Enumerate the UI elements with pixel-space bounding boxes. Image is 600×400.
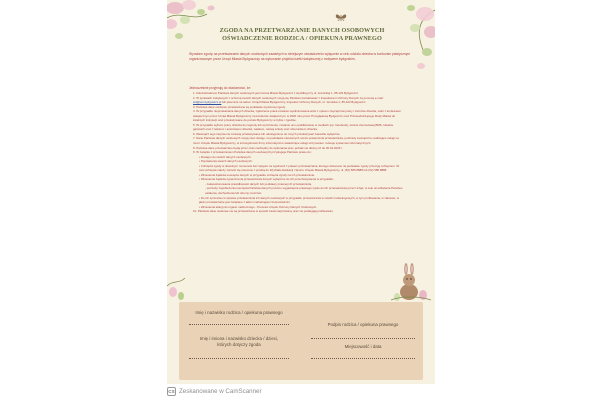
- signature-form-box: [179, 302, 423, 380]
- parent-name-line[interactable]: [189, 324, 289, 325]
- consent-heading: Jednocześnie przyjmuję do wiadomości, że:: [189, 86, 252, 90]
- email-link[interactable]: iod@um.bydgoszcz.pl: [193, 100, 222, 105]
- list-item: • Wniesienia skargi do organu nadzorczego - Prezesa Urzędu Ochrony Danych Osobowych.: [199, 204, 317, 209]
- list-item: 7. Dane Państwa danych osobowych mogą mieć dostęp, na podstawie stosownych umów powierzenia przetwarzania, podmioty zewnętrzne realizujące usługi na rzecz Urzędu Miasta Bydgoszczy, w szczególności firmy informatyczne świadczące usługi utrzymania i rozwoju systemów informatycznych.: [193, 136, 399, 146]
- parent-name-label: Imię i nazwisko rodzica / opiekuna prawnego: [195, 310, 283, 315]
- list-item: • Do ich sprzeciwu w sprawie przetwarzania ich danych osobowych w przypadku przetwarzania w celach marketingowych, w tym profilowania, w zakresie, w jakim przetwarzanie jest związane z takim marketingiem bezpośrednim.: [199, 195, 399, 205]
- child-name-label-line-1: Imię i imiona i nazwisko dziecka / dzieci,: [199, 336, 279, 341]
- list-item: • Cofnięcia zgody w dowolnym momencie bez wpływu na zgodność z prawem przetwarzania, którego dokonano na podstawie zgody przed jej cofnięciem. W celu cofnięcia należy zwrócić się pisemnie z prośbą do Wydziału Edukacji i Sportu Urzędu Miasta Bydgoszczy, ul. (52) 585 8888 lub (52) 585 8888.: [199, 163, 400, 173]
- camscanner-logo-icon: CS: [168, 388, 175, 394]
- title-line-2: OŚWIADCZENIE RODZICA / OPIEKUNA PRAWNEGO: [222, 35, 382, 42]
- consent-points-list: [193, 91, 405, 214]
- list-item: • Wniesienia żądania usunięcia danych w przypadku cofnięcia zgody na ich przetwarzanie.: [199, 172, 315, 177]
- list-item-text: 2. W sprawach związanych z ochroną swoich danych osobowych mogą się Państwo kontaktować z Inspektorem Ochrony Danych za pomocą e-mail:: [193, 95, 384, 100]
- list-item-text: lub pisemnie na adres: Urząd Miasta Bydgoszczy, Inspektor Ochrony Danych, ul. Jezuicka 1, 85-102 Bydgoszcz.: [222, 100, 367, 105]
- list-item: 4. W przypadku nieprzekazania danych dziecka, zgłoszenie praca zostanie wyeliminowana wraz z opisem zwycięzców pracy i zwrotnie dziecka, wraz z konkursem świątecznym przez Urząd Miasta Bydgoszczy na konkursie świątecznym w 2026 roku przez Przeglądową Bydgoszcz oraz Przewodniczącego Rady Miasta do lokalnych instytucji oraz przekazywane do portalu Bydgoszczy w trybie i zgodnie.: [193, 109, 402, 123]
- list-item: • Wniesienia żądania ograniczenia przetwarzania danych wyłącznie do ich przechowywania w przypadku:: [199, 177, 334, 182]
- child-name-label-line-2: których dotyczy zgoda: [217, 342, 261, 347]
- camscanner-text: Zeskanowane w CamScanner: [179, 387, 262, 395]
- place-date-line[interactable]: [311, 358, 415, 359]
- child-name-line[interactable]: [189, 358, 289, 359]
- camscanner-footer: [167, 386, 262, 396]
- list-item: 5. W przypadku wyboru pracy dziecka do nagrody lub wyróżnienia, zostanie ono opublikowane w mediach (np. facebook), stronie internetowej BMK, lokalnie gazetach oraz z tekstem i autorstwem dziecka, wiekiem, nazwą szkoły oraz wizerunkiem dziecka.: [193, 122, 394, 132]
- list-item: • Dostępu do swoich danych osobowych.: [199, 154, 252, 159]
- title-line-1: ZGODA NA PRZETWARZANIE DANYCH OSOBOWYCH: [219, 27, 385, 34]
- list-item: 6. Wewnątrz tego stopnia nie zostaną przekazywane lub udostępnione do innych przekazywać zasadzie wyłącznie.: [193, 131, 341, 136]
- document-title: [207, 27, 397, 43]
- list-item: 3. Państwa dane osobowe przetwarzane są podstawie wyrażonej zgody.: [193, 104, 286, 109]
- child-name-label: [189, 336, 289, 348]
- signature-line[interactable]: [311, 338, 415, 339]
- list-item: 1. Administratorem Państwa danych osobowych jest Gmina Miasto Bydgoszcz z siedzibą przy ul. Jezuickiej 1, 85-102 Bydgoszcz.: [193, 91, 359, 95]
- easter-eggs-decoration: [167, 258, 189, 302]
- list-item: 9. W związku z przetwarzaniem Państwa danych osobowych przysługuje Państwu prawo do:: [193, 150, 312, 155]
- list-item: [193, 96, 405, 105]
- document-page: [167, 0, 435, 384]
- easter-bunny-decoration: [391, 262, 431, 302]
- list-item: 8. Państwa dane przetwarzane będą przez czas niezbędny do wykonania prac, jednak nie dłużej niż do 30.04.2026 r.: [193, 145, 343, 150]
- signature-label: Podpis rodzica / opiekuna prawnego: [327, 322, 399, 327]
- list-item: • Poprawienia swoich danych osobowych.: [199, 159, 253, 164]
- list-item: - zakwestionowania prawidłowości danych lub podstawy prawnej ich przetwarzania,: [205, 181, 312, 186]
- butterfly-icon: [335, 13, 347, 23]
- place-date-label: Miejscowość i data: [344, 344, 382, 349]
- intro-paragraph: Wyrażam zgodę na przetwarzanie danych osobowych zawartych w niniejszym oświadczeniu wyłącznie w celu udziału dziecka w konkursie plastycznym organizowanym przez Urząd Miasta Bydgoszczy na wykonanie projektu kartki świątecznej z motywem bydgoskim.: [189, 52, 411, 61]
- list-item: 10. Państwa dane osobowe nie są przetwarzane w sposób zautomatyzowany oraz nie podlegają profilowaniu.: [193, 209, 334, 214]
- list-item: - potrzeby zapobieżenia usunięcia Państwa danych pomimo wygaśnięcia prawnego tytułu do ich przetwarzania przez Urząd, w celu umożliwienia Państwu ustalenia, dochodzenia lub obrony roszczeń.: [205, 186, 403, 196]
